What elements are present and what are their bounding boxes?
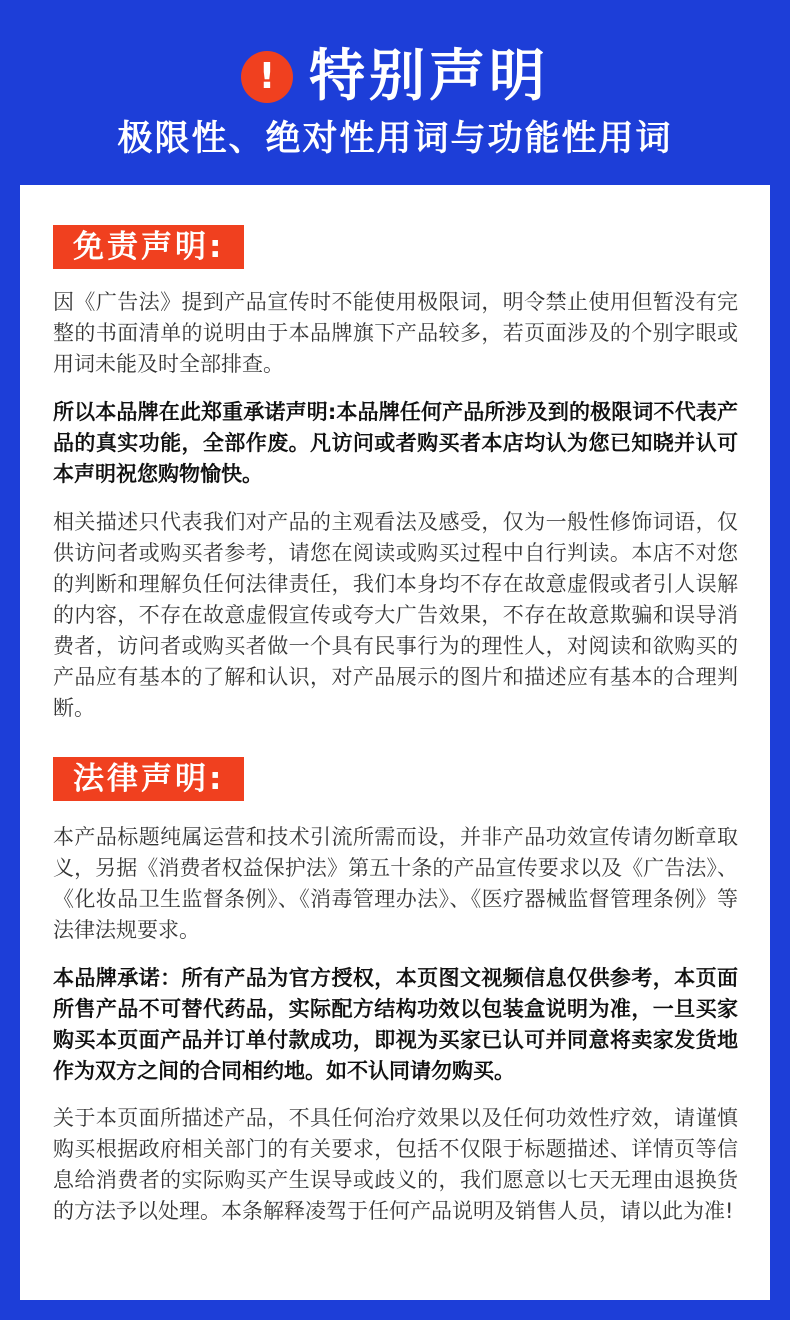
disclaimer-paragraph-3: 相关描述只代表我们对产品的主观看法及感受，仅为一般性修饰词语，仅供访问者或购买者参考，请您在阅读或购买过程中自行判读。本店不对您的判断和理解负任何法律责任，我们本身均不存在故意虚假或者引人误解的内容，不存在故意虚假宣传或夸大广告效果，不存在故意欺骗和误导消费者，访问者或购买者做一个具有民事行为的理性人，对阅读和欲购买的产品应有基本的了解和认识，对产品展示的图片和描述应有基本的合理判断。: [53, 510, 738, 720]
legal-section-tag: 法律声明:: [53, 757, 244, 801]
legal-paragraph-2: 本品牌承诺：所有产品为官方授权，本页图文视频信息仅供参考，本页面所售产品不可替代药品，实际配方结构功效以包装盒说明为准，一旦买家购买本页面产品并订单付款成功，即视为买家已认可并同意将卖家发货地作为双方之间的合同相约地。如不认同请勿购买。: [53, 966, 738, 1083]
title-row: [0, 42, 790, 112]
disclaimer-section-tag: 免责声明:: [53, 225, 244, 269]
statement-card: [20, 185, 770, 1300]
legal-paragraph-3: 关于本页面所描述产品，不具任何治疗效果以及任何功效性疗效，请谨慎购买根据政府相关部门的有关要求，包括不仅限于标题描述、详情页等信息给消费者的实际购买产生误导或歧义的，我们愿意以七天无理由退换货的方法予以处理。本条解释凌驾于任何产品说明及销售人员，请以此为准!: [53, 1106, 738, 1223]
disclaimer-paragraph-1: 因《广告法》提到产品宣传时不能使用极限词，明令禁止使用但暂没有完整的书面清单的说明由于本品牌旗下产品较多，若页面涉及的个别字眼或用词未能及时全部排查。: [53, 290, 738, 376]
page-subtitle: 极限性、绝对性用词与功能性用词: [117, 119, 673, 159]
disclaimer-paragraph-2: 所以本品牌在此郑重承诺声明:本品牌任何产品所涉及到的极限词不代表产品的真实功能，全部作废。凡访问或者购买者本店均认为您已知晓并认可本声明祝您购物愉快。: [53, 400, 738, 486]
legal-paragraph-1: 本产品标题纯属运营和技术引流所需而设，并非产品功效宣传请勿断章取义，另据《消费者权益保护法》第五十条的产品宣传要求以及《广告法》、《化妆品卫生监督条例》、《消毒管理办法》、《医疗器械监督管理条例》等法律法规要求。: [53, 825, 738, 942]
exclamation-circle-icon: !: [241, 51, 293, 103]
page-title: 特别声明: [309, 44, 549, 109]
page-header: [0, 0, 790, 185]
